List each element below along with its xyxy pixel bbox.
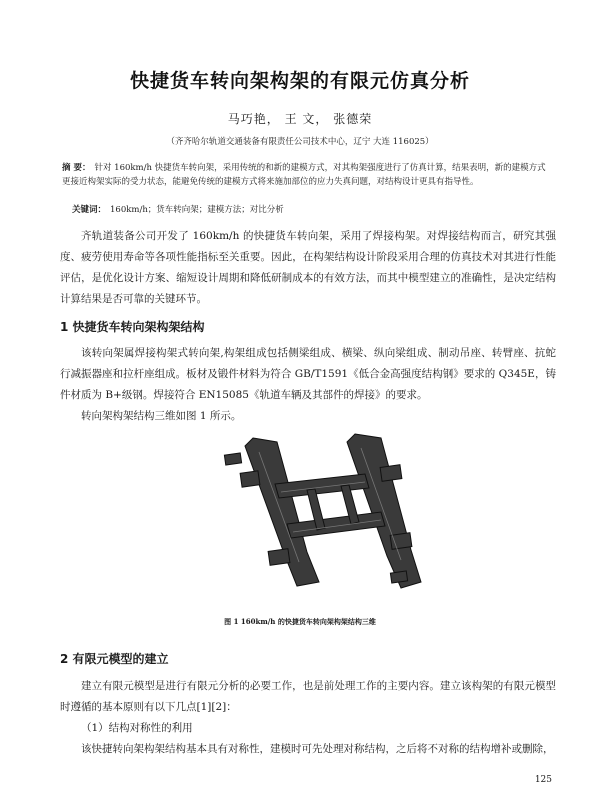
keywords-label: 关键词： <box>72 205 107 215</box>
bogie-frame-drawing <box>215 432 425 592</box>
bogie-frame-figure <box>215 432 425 592</box>
paper-title: 快捷货车转向架构架的有限元仿真分析 <box>129 70 470 92</box>
paper-authors: 马巧艳， 王 文， 张德荣 <box>227 112 373 126</box>
section-1-paragraph-1: 该转向架属焊接构架式转向架,构架组成包括侧梁组成、横梁、纵向梁组成、制动吊座、转臂座、抗蛇行减振器座和拉杆座组成。板材及锻件材料为符合 GB/T1591《低合金高强度结构钢》要求的 Q345E，铸件材质为 B+级钢。焊接符合 EN15085《轨道车辆及其部件的焊接》的要求。 <box>60 347 556 401</box>
page-number: 125 <box>534 775 552 785</box>
section-2-paragraph-2: 该快捷转向架构架结构基本具有对称性，建模时可先处理对称结构，之后将不对称的结构增补或删除， <box>81 743 554 755</box>
abstract-text: 针对 160km/h 快捷货车转向架，采用传统的和新的建模方式，对其构架强度进行了仿真计算，结果表明，新的建模方式更接近构架实际的受力状态，能避免传统的建模方式将来施加部位的应力失真问题，对结构设计更具有指导性。 <box>62 163 546 187</box>
upper-cross-beam <box>275 474 369 498</box>
intro-paragraph: 齐轨道装备公司开发了 160km/h 的快捷货车转向架，采用了焊接构架。对焊接结构而言，研究其强度、疲劳使用寿命等各项性能指标至关重要。因此，在构架结构设计阶段采用合理的仿真技术对其进行性能评估，是优化设计方案、缩短设计周期和降低研制成本的有效方法，而其中模型建立的准确性，是决定结构计算结果是否可靠的关键环节。 <box>60 230 556 305</box>
keywords <box>72 203 552 215</box>
section-1-paragraph-2: 转向架构架结构三维如图 1 所示。 <box>81 410 242 422</box>
lower-cross-beam <box>287 512 385 538</box>
abstract-label: 摘 要： <box>62 163 91 173</box>
section-2-heading: 2 有限元模型的建立 <box>60 652 169 666</box>
paper-affiliation: （齐齐哈尔轨道交通装备有限责任公司技术中心，辽宁 大连 116025） <box>166 137 434 147</box>
section-2-item-1: （1）结构对称性的利用 <box>81 722 193 734</box>
figure-caption: 图 1 160km/h 的快捷货车转向架构架结构三维 <box>224 617 376 626</box>
right-end-bracket <box>390 571 407 583</box>
left-rear-seat <box>268 549 290 566</box>
left-end-bracket <box>224 453 241 465</box>
abstract <box>62 161 552 189</box>
right-rear-seat <box>390 533 412 550</box>
section-2-paragraph-1: 建立有限元模型是进行有限元分析的必要工作，也是前处理工作的主要内容。建立该构架的有限元模型时遵循的基本原则有以下几点[1][2]： <box>60 680 556 713</box>
section-1-heading: 1 快捷货车转向架构架结构 <box>60 320 205 334</box>
right-front-seat <box>380 465 402 482</box>
right-side-beam <box>347 434 421 588</box>
left-front-seat <box>240 471 260 487</box>
keywords-text: 160km/h；货车转向架；建模方法；对比分析 <box>110 205 284 215</box>
